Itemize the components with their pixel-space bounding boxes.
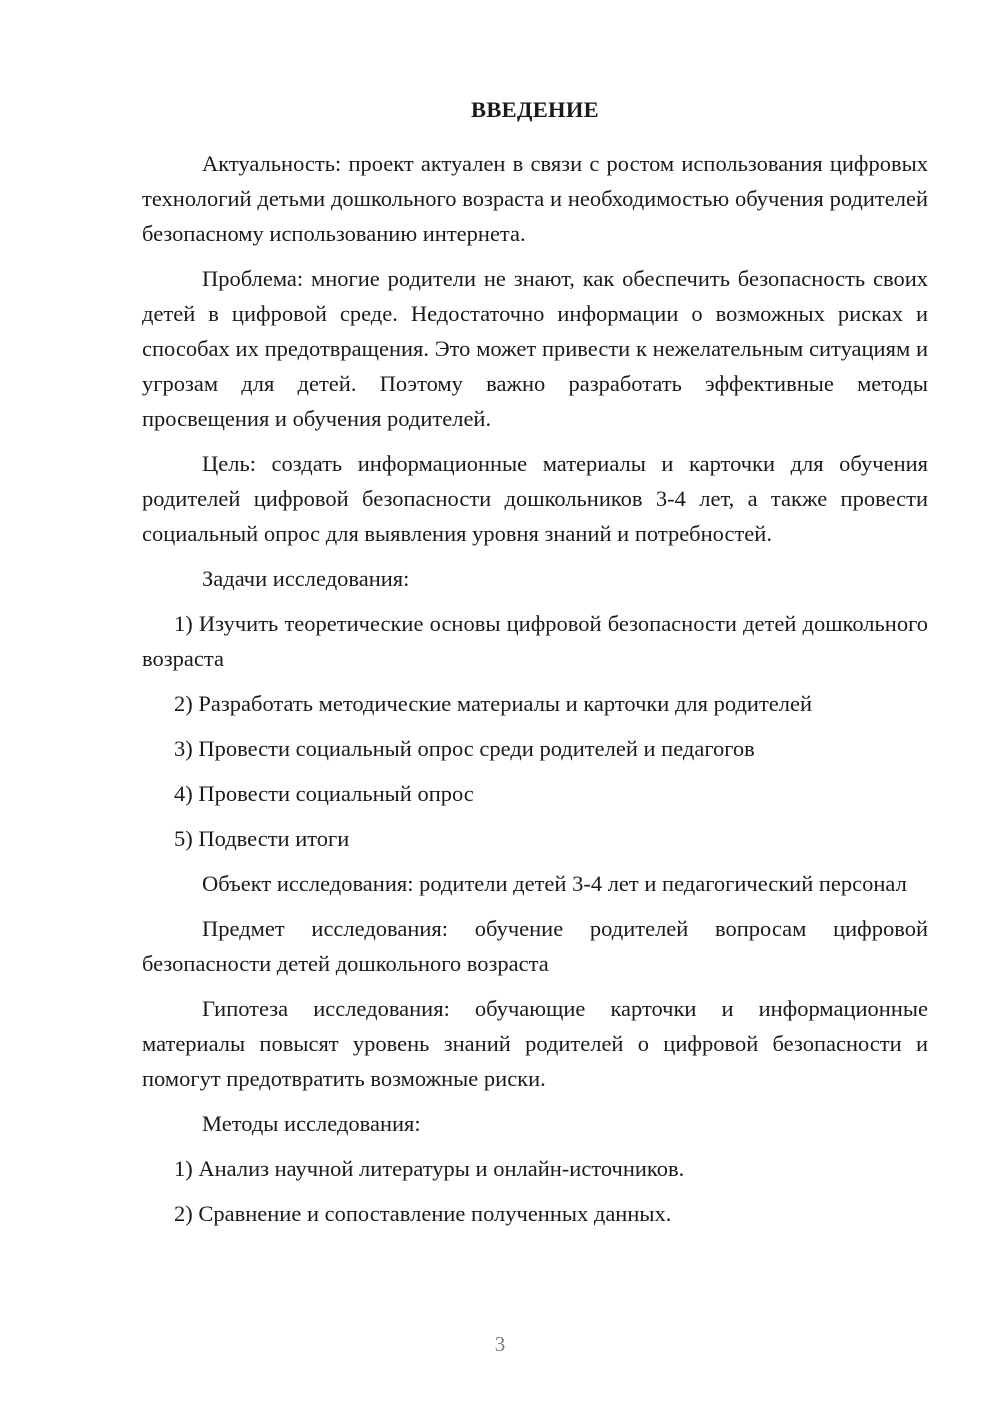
subject-paragraph: Предмет исследования: обучение родителей вопросам цифровой безопасности детей дошкольного возраста — [142, 916, 928, 976]
document-page — [142, 94, 928, 1241]
relevance-paragraph: Актуальность: проект актуален в связи с ростом использования цифровых технологий детьми дошкольного возраста и необходимостью обучения родителей безопасному использованию интернета. — [142, 151, 928, 246]
page-number: 3 — [494, 1332, 506, 1356]
section-heading: ВВЕДЕНИЕ — [471, 97, 599, 122]
task-item-2: 2) Разработать методические материалы и карточки для родителей — [174, 691, 813, 716]
method-item-1: 1) Анализ научной литературы и онлайн-источников. — [174, 1156, 685, 1181]
goal-paragraph: Цель: создать информационные материалы и карточки для обучения родителей цифровой безопасности дошкольников 3-4 лет, а также провести социальный опрос для выявления уровня знаний и потребностей. — [142, 451, 928, 546]
task-item-3: 3) Провести социальный опрос среди родителей и педагогов — [174, 736, 755, 761]
problem-paragraph: Проблема: многие родители не знают, как обеспечить безопасность своих детей в цифровой среде. Недостаточно информации о возможных рисках и способах их предотвращения. Это может привести к нежелательным ситуациям и угрозам для детей. Поэтому важно разработать эффективные методы просвещения и обучения родителей. — [142, 266, 928, 431]
task-item-1: 1) Изучить теоретические основы цифровой безопасности детей дошкольного возраста — [142, 611, 928, 671]
hypothesis-paragraph: Гипотеза исследования: обучающие карточки и информационные материалы повысят уровень знаний родителей о цифровой безопасности и помогут предотвратить возможные риски. — [142, 996, 928, 1091]
tasks-label: Задачи исследования: — [202, 566, 410, 591]
object-paragraph: Объект исследования: родители детей 3-4 лет и педагогический персонал — [202, 871, 907, 896]
task-item-4: 4) Провести социальный опрос — [174, 781, 474, 806]
method-item-2: 2) Сравнение и сопоставление полученных данных. — [174, 1201, 672, 1226]
task-item-5: 5) Подвести итоги — [174, 826, 350, 851]
methods-label: Методы исследования: — [202, 1111, 421, 1136]
